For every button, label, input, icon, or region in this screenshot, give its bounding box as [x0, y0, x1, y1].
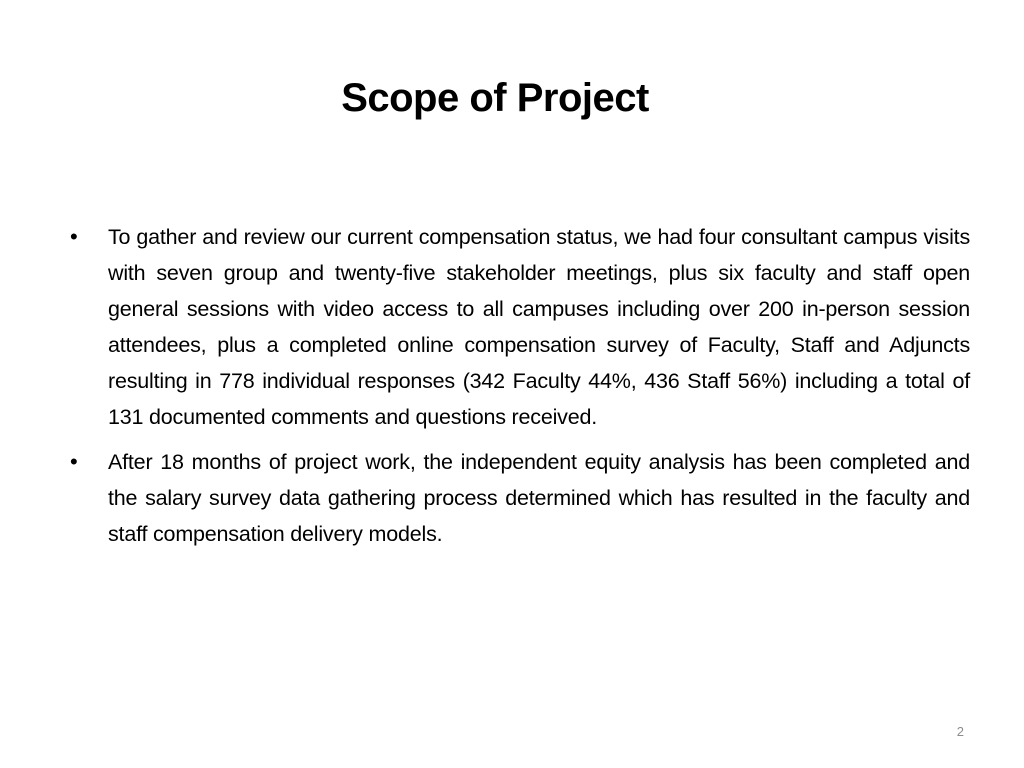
- bullet-item: [70, 444, 970, 552]
- bullet-marker-icon: •: [70, 449, 78, 474]
- bullet-item: [70, 219, 970, 435]
- slide-title: Scope of Project: [341, 76, 649, 120]
- page-number: 2: [956, 724, 964, 739]
- bullet-text: After 18 months of project work, the independent equity analysis has been completed and the salary survey data gathering process determined which has resulted in the faculty and staff compensation delivery models.: [108, 450, 970, 546]
- bullet-list: [70, 219, 970, 561]
- bullet-text: To gather and review our current compensation status, we had four consultant campus visits with seven group and twenty-five stakeholder meetings, plus six faculty and staff open general sessions with video access to all campuses including over 200 in-person session attendees, plus a completed online compensation survey of Faculty, Staff and Adjuncts resulting in 778 individual responses (342 Faculty 44%, 436 Staff 56%) including a total of 131 documented comments and questions received.: [108, 225, 970, 429]
- bullet-marker-icon: •: [70, 224, 78, 249]
